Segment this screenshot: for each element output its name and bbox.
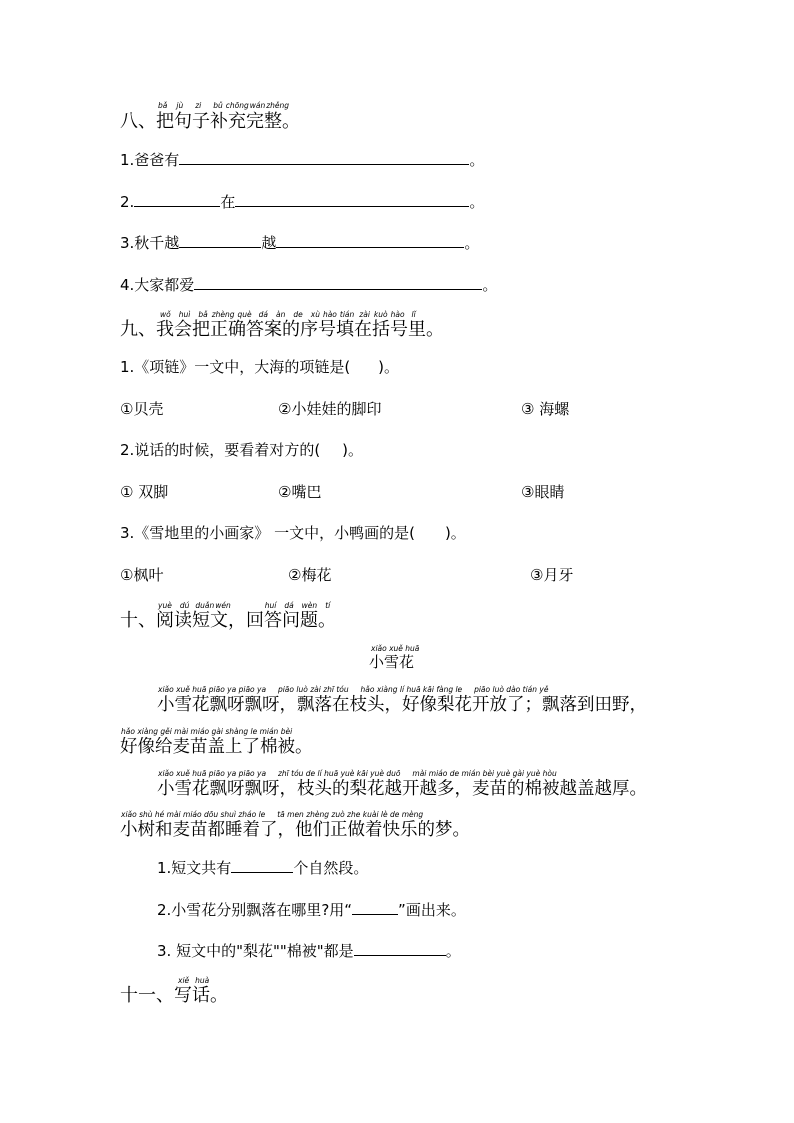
- s9-q2-option-3[interactable]: ③眼睛: [521, 483, 565, 501]
- p1-line1: 小雪花飘呀飘呀，飘落在枝头，好像梨花开放了；飘落到田野，: [157, 695, 647, 715]
- s10-question-2: 2.小雪花分别飘落在哪里?用“ ”画出来。: [157, 901, 466, 919]
- section11-title: 十一、写话。: [120, 985, 228, 1006]
- section10-title: 十、阅读短文，回答问题。: [120, 610, 336, 631]
- p1-line2-pinyin: hǎo xiàng gěi mài miáo gài shàng le mián bèi: [121, 727, 293, 736]
- section10-pinyin: yuè dú duǎnwén huí dá wèn tí: [158, 601, 331, 610]
- p2-line2: 小树和麦苗都睡着了，他们正做着快乐的梦。: [120, 820, 470, 840]
- section8-pinyin: bǎ jù zi bǔ chōngwánzhěng: [158, 101, 290, 110]
- s10-question-1: 1.短文共有 个自然段。: [157, 859, 369, 877]
- s9-q1-option-2[interactable]: ②小娃娃的脚印: [278, 400, 382, 418]
- section8-title: 八、把句子补充完整。: [120, 111, 300, 132]
- p2-line1: 小雪花飘呀飘呀，枝头的梨花越开越多，麦苗的棉被越盖越厚。: [157, 779, 647, 799]
- answer-blank[interactable]: [194, 275, 482, 290]
- s9-question-2: 2.说话的时候，要看着对方的( )。: [120, 441, 364, 459]
- s9-q2-option-2[interactable]: ②嘴巴: [278, 483, 322, 501]
- s8-question-3: 3.秋千越 越 。: [120, 234, 480, 252]
- s9-question-3: 3.《雪地里的小画家》 一文中，小鸭画的是( )。: [120, 524, 466, 542]
- s9-q3-option-3[interactable]: ③月牙: [530, 566, 574, 584]
- p1-line2: 好像给麦苗盖上了棉被。: [120, 737, 313, 757]
- s10-question-3: 3. 短文中的"梨花""棉被"都是 。: [157, 942, 461, 960]
- answer-blank[interactable]: [354, 941, 446, 956]
- answer-blank[interactable]: [231, 858, 293, 873]
- answer-blank[interactable]: [179, 233, 261, 248]
- s9-question-1: 1.《项链》一文中，大海的项链是( )。: [120, 358, 400, 376]
- answer-blank[interactable]: [235, 192, 469, 207]
- p2-line2-pinyin: xiǎo shù hé mài miáo dōu shuì zháo le tā men zhèng zuò zhe kuài lè de mèng: [121, 810, 424, 819]
- s9-q1-option-3[interactable]: ③ 海螺: [521, 400, 570, 418]
- s8-question-1: 1.爸爸有 。: [120, 151, 485, 169]
- s9-q1-option-1[interactable]: ①贝壳: [120, 400, 164, 418]
- section9-title: 九、我会把正确答案的序号填在括号里。: [120, 319, 444, 340]
- answer-blank[interactable]: [134, 192, 220, 207]
- answer-blank[interactable]: [179, 150, 469, 165]
- answer-blank[interactable]: [276, 233, 464, 248]
- underline-sample: [352, 900, 398, 915]
- p2-line1-pinyin: xiǎo xuě huā piāo ya piāo ya zhī tóu de lí huā yuè kāi yuè duō mài miáo de mián bèi yuè gài yuè hòu: [158, 769, 557, 778]
- section9-pinyin: wǒ huì bǎ zhèng què dá àn de xù hào tián zài kuò hào lǐ: [160, 310, 416, 319]
- s9-q3-option-1[interactable]: ①枫叶: [120, 566, 164, 584]
- passage-title-pinyin: xiǎo xuě huā: [371, 644, 420, 653]
- s9-q2-option-1[interactable]: ① 双脚: [120, 483, 169, 501]
- passage-title: 小雪花: [369, 653, 415, 671]
- s8-question-4: 4.大家都爱 。: [120, 276, 498, 294]
- s8-question-2: 2. 在 。: [120, 193, 485, 211]
- p1-line1-pinyin: xiǎo xuě huā piāo ya piāo ya piāo luò zài zhī tóu hǎo xiàng lí huā kāi fàng le piāo luò dào tián yě: [158, 685, 549, 694]
- s9-q3-option-2[interactable]: ②梅花: [288, 566, 332, 584]
- section11-pinyin: xiě huà: [178, 976, 210, 985]
